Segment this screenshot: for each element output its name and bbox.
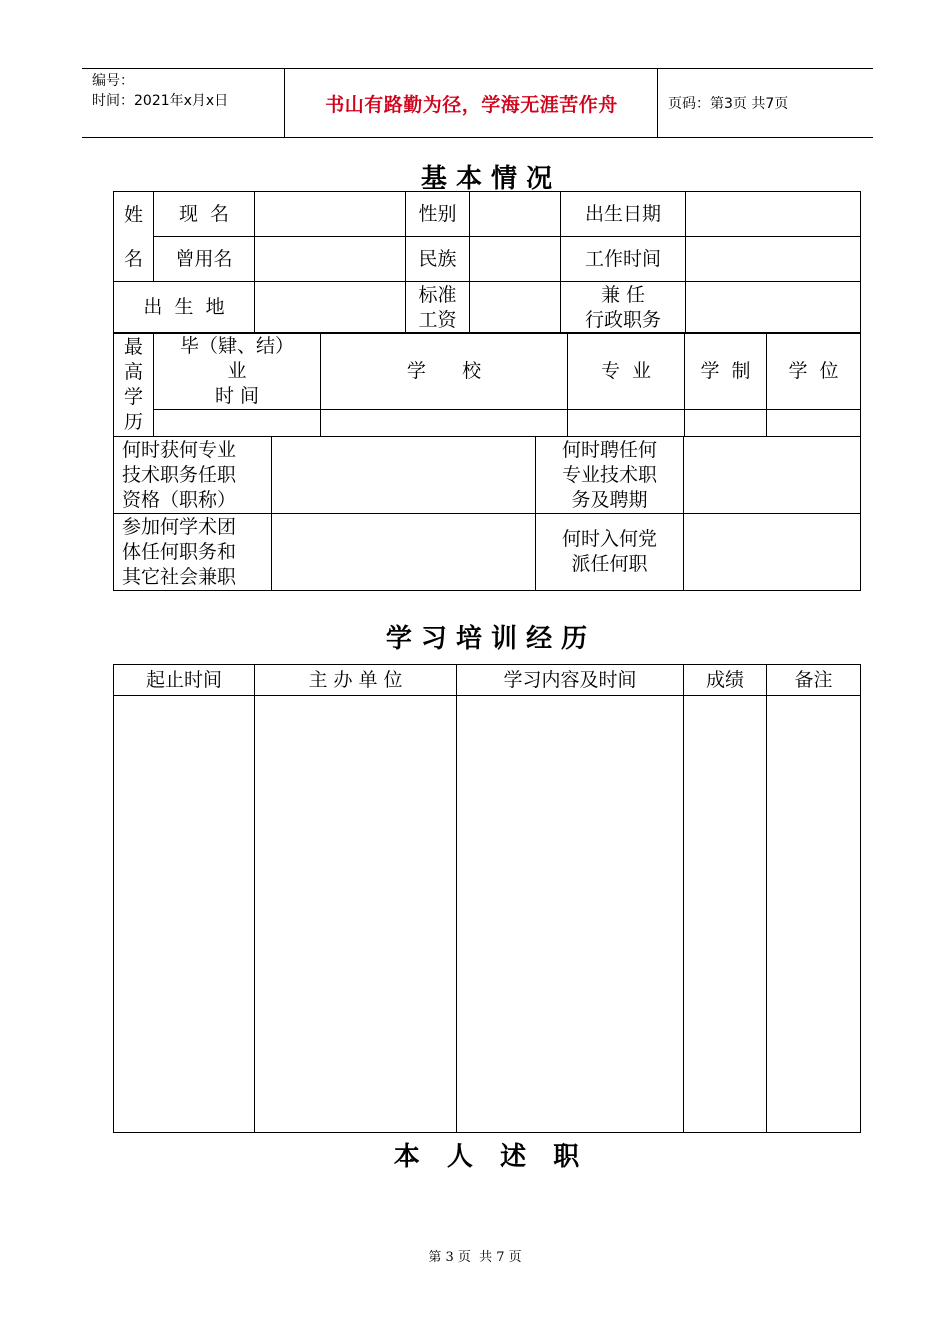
ethnicity-field[interactable] [470, 237, 561, 282]
header-motto: 书山有路勤为径，学海无涯苦作舟 [325, 93, 618, 116]
basic-info-table-top [113, 191, 861, 334]
school-field[interactable] [321, 410, 568, 437]
page-footer: 第 3 页 共 7 页 [428, 1250, 522, 1265]
appointment-field[interactable] [684, 437, 861, 514]
training-period-field[interactable] [114, 696, 255, 1133]
party-label: 何时入何党 派任何职 [536, 514, 684, 591]
header-page-info: 页码：第3页 共7页 [668, 96, 789, 112]
training-organizer-field[interactable] [255, 696, 457, 1133]
grad-time-label: 毕（肄、结） 业 时 间 [154, 333, 321, 410]
degree-label: 学 位 [767, 333, 861, 410]
time-label: 时间：2021年x月x日 [92, 93, 229, 109]
work-start-label: 工作时间 [561, 237, 686, 282]
training-col-organizer: 主 办 单 位 [255, 665, 457, 696]
current-name-field[interactable] [255, 192, 406, 237]
header-meta [92, 71, 228, 111]
used-name-field[interactable] [255, 237, 406, 282]
title-qualification-field[interactable] [272, 437, 536, 514]
gender-field[interactable] [470, 192, 561, 237]
document-header [82, 68, 873, 138]
standard-salary-field[interactable] [470, 282, 561, 334]
current-name-label: 现 名 [154, 192, 255, 237]
degree-field[interactable] [767, 410, 861, 437]
training-score-field[interactable] [684, 696, 767, 1133]
duration-field[interactable] [685, 410, 767, 437]
grad-time-field[interactable] [154, 410, 321, 437]
academic-groups-label: 参加何学术团 体任何职务和 其它社会兼职 [114, 514, 272, 591]
training-table [113, 664, 861, 1133]
major-field[interactable] [568, 410, 685, 437]
education-table [113, 332, 861, 437]
birthplace-label: 出 生 地 [114, 282, 255, 334]
training-col-period: 起止时间 [114, 665, 255, 696]
training-notes-field[interactable] [767, 696, 861, 1133]
header-divider-right [657, 69, 658, 137]
duration-label: 学 制 [685, 333, 767, 410]
appointment-label: 何时聘任何 专业技术职 务及聘期 [536, 437, 684, 514]
training-title: 学 习 培 训 经 历 [385, 624, 588, 654]
training-content-field[interactable] [457, 696, 684, 1133]
birth-date-field[interactable] [686, 192, 861, 237]
training-col-notes: 备注 [767, 665, 861, 696]
used-name-label: 曾用名 [154, 237, 255, 282]
concurrent-post-field[interactable] [686, 282, 861, 334]
gender-label: 性别 [406, 192, 470, 237]
training-col-content: 学习内容及时间 [457, 665, 684, 696]
ethnicity-label: 民族 [406, 237, 470, 282]
school-label: 学 校 [321, 333, 568, 410]
training-col-score: 成绩 [684, 665, 767, 696]
major-label: 专 业 [568, 333, 685, 410]
highest-edu-label: 最 高 学 历 [114, 333, 154, 437]
academic-groups-field[interactable] [272, 514, 536, 591]
party-field[interactable] [684, 514, 861, 591]
birth-date-label: 出生日期 [561, 192, 686, 237]
title-qualification-label: 何时获何专业 技术职务任职 资格（职称） [114, 437, 272, 514]
concurrent-post-label: 兼 任 行政职务 [561, 282, 686, 334]
basic-info-title: 基 本 情 况 [420, 164, 553, 194]
qualification-table [113, 436, 861, 591]
number-label: 编号： [92, 73, 134, 89]
birthplace-field[interactable] [255, 282, 406, 334]
name-group-label: 姓 名 [114, 192, 154, 282]
standard-salary-label: 标准 工资 [406, 282, 470, 334]
work-start-field[interactable] [686, 237, 861, 282]
statement-title: 本 人 述 职 [393, 1142, 580, 1172]
